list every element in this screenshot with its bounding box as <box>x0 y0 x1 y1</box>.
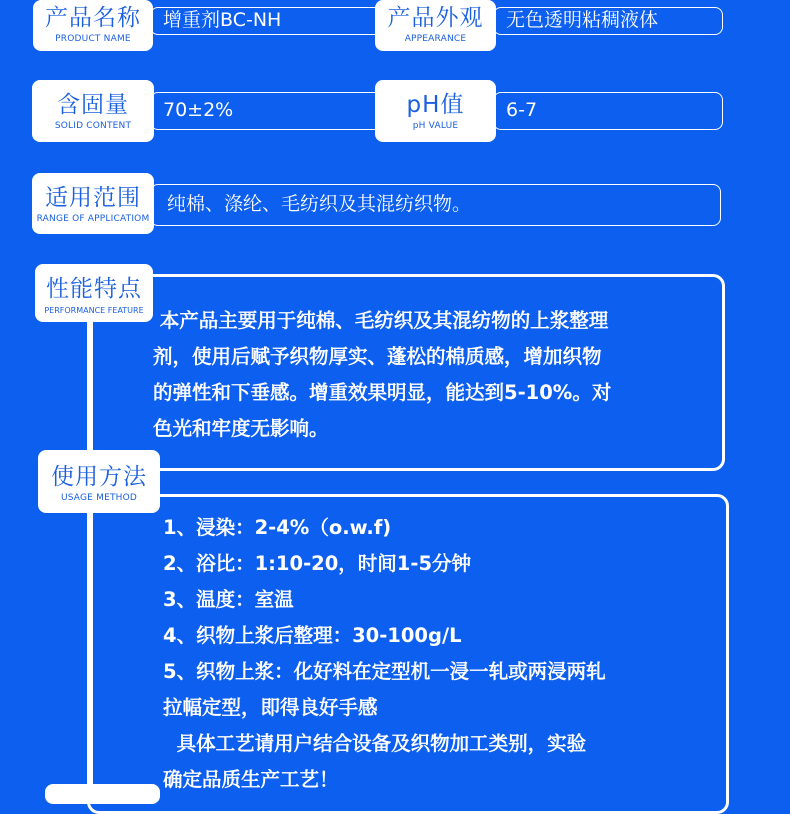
usage-text <box>163 510 606 798</box>
features-label-box <box>35 264 153 322</box>
product-name-value-box <box>150 7 390 35</box>
ph-value-box <box>493 92 723 130</box>
product-name-label-box <box>33 0 153 51</box>
features-line-1: 本产品主要用于纯棉、毛纺织及其混纺物的上浆整理 <box>153 309 609 332</box>
usage-label-box <box>38 450 160 513</box>
appearance-label-box <box>375 0 496 51</box>
appearance-label: 产品外观 <box>387 5 484 31</box>
product-name-value: 增重剂BC-NH <box>163 9 282 31</box>
usage-line-7: 具体工艺请用户结合设备及织物加工类别，实验 <box>163 732 587 755</box>
usage-line-1: 1、浸染：2-4%（o.w.f) <box>163 516 392 539</box>
application-value: 纯棉、涤纶、毛纺织及其混纺织物。 <box>167 193 472 215</box>
product-name-label: 产品名称 <box>45 5 141 31</box>
ph-label: pH值 <box>406 92 465 118</box>
ph-value: 6-7 <box>506 99 538 121</box>
appearance-value: 无色透明粘稠液体 <box>506 9 659 31</box>
features-text <box>153 303 611 447</box>
solid-content-label-box <box>32 80 154 142</box>
solid-content-label: 含固量 <box>57 92 129 118</box>
application-label: 适用范围 <box>45 185 141 211</box>
usage-label: 使用方法 <box>51 464 147 490</box>
usage-line-8: 确定品质生产工艺！ <box>163 768 339 791</box>
appearance-value-box <box>493 7 723 35</box>
features-line-4: 色光和牢度无影响。 <box>153 417 329 440</box>
usage-line-3: 3、温度：室温 <box>163 588 294 611</box>
application-value-box <box>150 184 721 226</box>
usage-line-2: 2、浴比：1:10-20，时间1-5分钟 <box>163 552 472 575</box>
ph-label-box <box>375 80 496 142</box>
appearance-label-en: APPEARANCE <box>404 34 467 44</box>
features-label: 性能特点 <box>46 276 142 302</box>
next-section-label-box <box>45 784 160 804</box>
usage-line-5: 5、织物上浆：化好料在定型机一浸一轧或两浸两轧 <box>163 660 606 683</box>
solid-content-value-box <box>150 92 390 130</box>
solid-content-label-en: SOLID CONTENT <box>54 121 132 131</box>
features-line-2: 剂，使用后赋予织物厚实、蓬松的棉质感，增加织物 <box>153 345 602 368</box>
application-label-box <box>32 173 154 234</box>
usage-line-6: 拉幅定型，即得良好手感 <box>163 696 378 719</box>
ph-label-en: pH VALUE <box>412 121 459 131</box>
solid-content-value: 70±2% <box>163 99 234 121</box>
features-label-en: PERFORMANCE FEATURE <box>44 306 144 315</box>
usage-label-en: USAGE METHOD <box>60 493 138 503</box>
product-name-label-en: PRODUCT NAME <box>55 34 131 44</box>
features-line-3: 的弹性和下垂感。增重效果明显，能达到5-10%。对 <box>153 381 612 404</box>
usage-line-4: 4、织物上浆后整理：30-100g/L <box>163 624 462 647</box>
application-label-en: RANGE OF APPLICATIOM <box>36 214 150 224</box>
